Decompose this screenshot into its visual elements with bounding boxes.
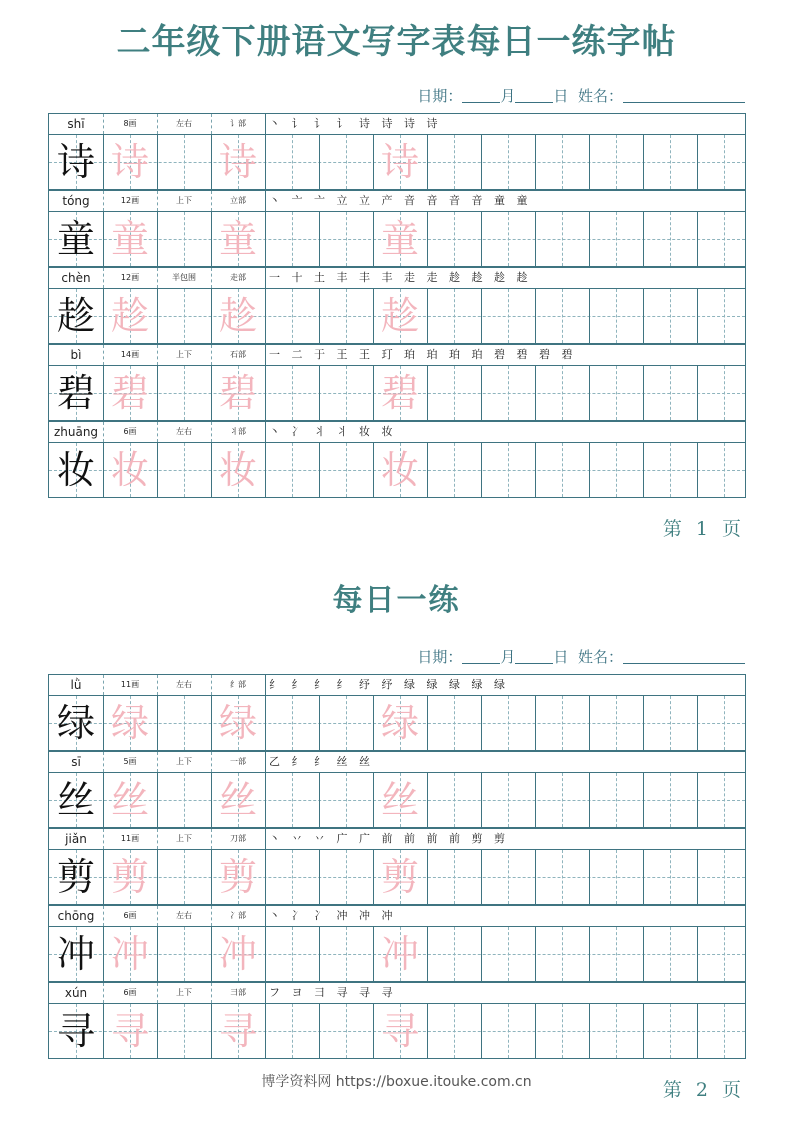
writing-cell[interactable] [427, 773, 481, 827]
writing-cell[interactable] [481, 212, 535, 266]
writing-cell[interactable] [589, 366, 643, 420]
pinyin-label: lǜ [70, 678, 82, 692]
info-separator [157, 829, 158, 849]
info-separator [103, 675, 104, 695]
character-entry [48, 751, 746, 828]
pinyin-label: tóng [62, 194, 90, 208]
trace-character: 碧 [218, 371, 257, 415]
month-blank[interactable] [462, 88, 500, 103]
writing-box-row [48, 212, 746, 267]
writing-cell[interactable] [643, 850, 697, 904]
structure-label: 左右 [176, 680, 192, 689]
writing-cell[interactable] [481, 773, 535, 827]
structure-label: 左右 [176, 911, 192, 920]
writing-cell[interactable] [535, 773, 589, 827]
writing-cell[interactable] [589, 443, 643, 497]
trace-character: 妆 [380, 448, 419, 492]
trace-character: 碧 [110, 371, 149, 415]
stroke-count-label: 6画 [123, 911, 137, 920]
info-separator [211, 422, 212, 442]
trace-character: 绿 [218, 701, 257, 745]
info-separator [211, 906, 212, 926]
writing-box-row [48, 289, 746, 344]
radical-label: 走部 [230, 273, 246, 282]
writing-cell[interactable] [427, 850, 481, 904]
writing-cell[interactable] [319, 366, 373, 420]
writing-box-row [48, 927, 746, 982]
name-label: 姓名： [577, 87, 623, 105]
writing-cell[interactable] [535, 289, 589, 343]
page-1-title: 二年级下册语文写字表每日一练字帖 [116, 22, 677, 62]
writing-cell[interactable] [589, 135, 643, 189]
writing-cell[interactable] [643, 443, 697, 497]
name-blank[interactable] [623, 649, 745, 664]
info-separator [103, 268, 104, 288]
stroke-order-label: 纟 纟 纟 纟 纾 纾 绿 绿 绿 绿 绿 [269, 678, 509, 691]
trace-character: 剪 [110, 855, 149, 899]
pinyin-label: shī [67, 117, 85, 131]
model-character: 童 [56, 217, 95, 261]
model-character: 妆 [56, 448, 95, 492]
info-separator [157, 906, 158, 926]
writing-cell[interactable] [481, 443, 535, 497]
trace-character: 冲 [110, 932, 149, 976]
month-label: 月 [500, 648, 516, 666]
character-info-row [48, 751, 746, 773]
writing-cell[interactable] [535, 135, 589, 189]
writing-cell[interactable] [427, 135, 481, 189]
info-separator [103, 829, 104, 849]
info-separator [157, 675, 158, 695]
character-entry [48, 113, 746, 190]
writing-cell[interactable] [697, 212, 751, 266]
character-info-row [48, 421, 746, 443]
radical-label: 纟部 [230, 680, 246, 689]
writing-cell[interactable] [589, 850, 643, 904]
writing-cell[interactable] [265, 289, 319, 343]
info-separator [157, 345, 158, 365]
writing-cell[interactable] [157, 135, 211, 189]
model-character: 丝 [56, 778, 95, 822]
writing-cell[interactable] [427, 696, 481, 750]
writing-cell[interactable] [319, 1004, 373, 1058]
radical-label: 一部 [230, 757, 246, 766]
stroke-count-label: 14画 [120, 350, 140, 359]
writing-cell[interactable] [427, 212, 481, 266]
stroke-count-label: 6画 [123, 427, 137, 436]
page-2-title: 每日一练 [332, 583, 461, 618]
writing-cell[interactable] [427, 927, 481, 981]
name-label: 姓名： [577, 648, 623, 666]
character-entry [48, 982, 746, 1059]
info-separator [211, 191, 212, 211]
writing-cell[interactable] [427, 366, 481, 420]
pinyin-label: chōng [57, 909, 95, 923]
writing-cell[interactable] [481, 1004, 535, 1058]
info-separator [157, 983, 158, 1003]
practice-sheet-2 [48, 674, 746, 1059]
page-number-1: 第 1 页 [662, 518, 745, 540]
writing-cell[interactable] [157, 443, 211, 497]
writing-cell[interactable] [265, 850, 319, 904]
character-info-row [48, 674, 746, 696]
info-separator [211, 983, 212, 1003]
model-character: 剪 [56, 855, 95, 899]
writing-cell[interactable] [319, 212, 373, 266]
character-entry [48, 674, 746, 751]
trace-character: 妆 [218, 448, 257, 492]
writing-cell[interactable] [643, 696, 697, 750]
trace-character: 丝 [110, 778, 149, 822]
writing-cell[interactable] [157, 1004, 211, 1058]
writing-cell[interactable] [319, 135, 373, 189]
info-separator [265, 345, 266, 365]
radical-label: 讠部 [230, 119, 246, 128]
writing-box-row [48, 773, 746, 828]
month-label: 月 [500, 87, 516, 105]
character-entry [48, 344, 746, 421]
writing-cell[interactable] [697, 289, 751, 343]
structure-label: 上下 [176, 350, 192, 359]
writing-cell[interactable] [157, 366, 211, 420]
trace-character: 剪 [380, 855, 419, 899]
writing-cell[interactable] [589, 1004, 643, 1058]
writing-cell[interactable] [157, 289, 211, 343]
writing-box-row [48, 135, 746, 190]
stroke-order-label: 丶 讠 讠 讠 诗 诗 诗 诗 [269, 117, 442, 130]
trace-character: 妆 [110, 448, 149, 492]
character-info-row [48, 344, 746, 366]
info-separator [103, 752, 104, 772]
character-entry [48, 267, 746, 344]
info-separator [265, 906, 266, 926]
day-blank[interactable] [515, 649, 553, 664]
trace-character: 冲 [218, 932, 257, 976]
structure-label: 上下 [176, 196, 192, 205]
pinyin-label: xún [64, 986, 88, 1000]
practice-sheet-1 [48, 113, 746, 498]
character-info-row [48, 982, 746, 1004]
writing-cell[interactable] [319, 927, 373, 981]
writing-cell[interactable] [265, 212, 319, 266]
trace-character: 诗 [110, 140, 149, 184]
writing-cell[interactable] [265, 1004, 319, 1058]
info-separator [157, 114, 158, 134]
date-name-line-2 [417, 646, 745, 667]
character-entry [48, 905, 746, 982]
stroke-count-label: 6画 [123, 988, 137, 997]
writing-cell[interactable] [535, 1004, 589, 1058]
date-label: 日期： [417, 648, 463, 666]
trace-character: 童 [380, 217, 419, 261]
day-blank[interactable] [515, 88, 553, 103]
info-separator [211, 752, 212, 772]
stroke-count-label: 12画 [120, 273, 140, 282]
structure-label: 半包围 [172, 273, 196, 282]
writing-cell[interactable] [157, 212, 211, 266]
trace-character: 剪 [218, 855, 257, 899]
character-info-row [48, 190, 746, 212]
writing-cell[interactable] [697, 850, 751, 904]
writing-cell[interactable] [697, 135, 751, 189]
writing-cell[interactable] [319, 696, 373, 750]
info-separator [157, 191, 158, 211]
character-info-row [48, 113, 746, 135]
info-separator [265, 268, 266, 288]
writing-cell[interactable] [481, 289, 535, 343]
radical-label: 立部 [230, 196, 246, 205]
writing-cell[interactable] [157, 696, 211, 750]
writing-cell[interactable] [643, 773, 697, 827]
trace-character: 碧 [380, 371, 419, 415]
writing-cell[interactable] [643, 927, 697, 981]
writing-cell[interactable] [589, 212, 643, 266]
radical-label: 刀部 [230, 834, 246, 843]
writing-cell[interactable] [427, 443, 481, 497]
writing-cell[interactable] [697, 443, 751, 497]
info-separator [211, 829, 212, 849]
writing-cell[interactable] [697, 1004, 751, 1058]
pinyin-label: sī [71, 755, 81, 769]
character-info-row [48, 905, 746, 927]
info-separator [103, 422, 104, 442]
trace-character: 丝 [380, 778, 419, 822]
date-label: 日期： [417, 87, 463, 105]
trace-character: 绿 [110, 701, 149, 745]
writing-cell[interactable] [589, 773, 643, 827]
writing-cell[interactable] [535, 212, 589, 266]
writing-cell[interactable] [265, 927, 319, 981]
stroke-order-label: 一 十 土 丰 丰 丰 走 走 趁 趁 趁 趁 [269, 271, 532, 284]
writing-cell[interactable] [589, 696, 643, 750]
writing-cell[interactable] [697, 927, 751, 981]
info-separator [157, 752, 158, 772]
writing-cell[interactable] [265, 366, 319, 420]
info-separator [211, 268, 212, 288]
writing-cell[interactable] [319, 773, 373, 827]
info-separator [265, 191, 266, 211]
trace-character: 趁 [380, 294, 419, 338]
stroke-order-label: フ ヨ 彐 寻 寻 寻 [269, 986, 397, 999]
writing-cell[interactable] [157, 850, 211, 904]
radical-label: 冫部 [230, 911, 246, 920]
writing-cell[interactable] [535, 927, 589, 981]
stroke-order-label: 乙 纟 纟 丝 丝 [269, 755, 374, 768]
writing-cell[interactable] [643, 135, 697, 189]
structure-label: 上下 [176, 988, 192, 997]
info-separator [265, 829, 266, 849]
stroke-order-label: 丶 丷 丷 广 广 前 前 前 前 剪 剪 [269, 832, 509, 845]
character-info-row [48, 267, 746, 289]
stroke-order-label: 一 二 于 王 王 玎 珀 珀 珀 珀 碧 碧 碧 碧 [269, 348, 577, 361]
writing-cell[interactable] [535, 443, 589, 497]
radical-label: 彐部 [230, 988, 246, 997]
info-separator [103, 906, 104, 926]
writing-cell[interactable] [481, 135, 535, 189]
trace-character: 寻 [380, 1009, 419, 1053]
info-separator [211, 114, 212, 134]
model-character: 寻 [56, 1009, 95, 1053]
info-separator [265, 675, 266, 695]
writing-box-row [48, 850, 746, 905]
trace-character: 寻 [218, 1009, 257, 1053]
info-separator [103, 191, 104, 211]
trace-character: 诗 [380, 140, 419, 184]
writing-cell[interactable] [319, 850, 373, 904]
info-separator [265, 422, 266, 442]
radical-label: 石部 [230, 350, 246, 359]
writing-cell[interactable] [589, 289, 643, 343]
info-separator [103, 983, 104, 1003]
model-character: 碧 [56, 371, 95, 415]
writing-cell[interactable] [589, 927, 643, 981]
model-character: 冲 [56, 932, 95, 976]
info-separator [265, 983, 266, 1003]
model-character: 趁 [56, 294, 95, 338]
footer-watermark: 博学资料网 https://boxue.itouke.com.cn [261, 1074, 532, 1090]
pinyin-label: zhuāng [53, 425, 99, 439]
writing-cell[interactable] [481, 850, 535, 904]
writing-cell[interactable] [319, 443, 373, 497]
info-separator [211, 345, 212, 365]
writing-cell[interactable] [319, 289, 373, 343]
info-separator [265, 114, 266, 134]
pinyin-label: chèn [61, 271, 91, 285]
month-blank[interactable] [462, 649, 500, 664]
stroke-order-label: 丶 冫 冫 冲 冲 冲 [269, 909, 397, 922]
writing-box-row [48, 443, 746, 498]
structure-label: 上下 [176, 834, 192, 843]
trace-character: 童 [218, 217, 257, 261]
writing-cell[interactable] [535, 850, 589, 904]
writing-cell[interactable] [265, 696, 319, 750]
model-character: 诗 [56, 140, 95, 184]
stroke-count-label: 11画 [120, 834, 140, 843]
model-character: 绿 [56, 701, 95, 745]
writing-cell[interactable] [697, 696, 751, 750]
writing-cell[interactable] [697, 773, 751, 827]
writing-cell[interactable] [481, 366, 535, 420]
writing-cell[interactable] [427, 289, 481, 343]
name-blank[interactable] [623, 88, 745, 103]
trace-character: 寻 [110, 1009, 149, 1053]
info-separator [157, 268, 158, 288]
trace-character: 丝 [218, 778, 257, 822]
trace-character: 趁 [110, 294, 149, 338]
stroke-order-label: 丶 亠 亠 立 立 产 音 音 音 音 童 童 [269, 194, 532, 207]
writing-cell[interactable] [481, 927, 535, 981]
writing-box-row [48, 696, 746, 751]
writing-box-row [48, 1004, 746, 1059]
trace-character: 趁 [218, 294, 257, 338]
info-separator [103, 114, 104, 134]
character-info-row [48, 828, 746, 850]
trace-character: 绿 [380, 701, 419, 745]
writing-cell[interactable] [265, 443, 319, 497]
trace-character: 冲 [380, 932, 419, 976]
writing-cell[interactable] [535, 696, 589, 750]
info-separator [103, 345, 104, 365]
stroke-count-label: 11画 [120, 680, 140, 689]
character-entry [48, 421, 746, 498]
writing-cell[interactable] [157, 927, 211, 981]
stroke-order-label: 丶 冫 丬 丬 妆 妆 [269, 425, 397, 438]
writing-cell[interactable] [535, 366, 589, 420]
writing-cell[interactable] [265, 773, 319, 827]
writing-cell[interactable] [481, 696, 535, 750]
pinyin-label: jiǎn [65, 832, 87, 846]
writing-cell[interactable] [265, 135, 319, 189]
trace-character: 诗 [218, 140, 257, 184]
stroke-count-label: 8画 [123, 119, 137, 128]
info-separator [265, 752, 266, 772]
structure-label: 上下 [176, 757, 192, 766]
trace-character: 童 [110, 217, 149, 261]
page-number-2: 第 2 页 [662, 1079, 745, 1101]
writing-cell[interactable] [157, 773, 211, 827]
writing-cell[interactable] [697, 366, 751, 420]
info-separator [211, 675, 212, 695]
writing-cell[interactable] [643, 212, 697, 266]
writing-cell[interactable] [427, 1004, 481, 1058]
writing-cell[interactable] [643, 1004, 697, 1058]
character-entry [48, 828, 746, 905]
writing-cell[interactable] [643, 289, 697, 343]
info-separator [157, 422, 158, 442]
structure-label: 左右 [176, 119, 192, 128]
day-label: 日 [553, 87, 569, 105]
pinyin-label: bì [70, 348, 82, 362]
writing-cell[interactable] [643, 366, 697, 420]
writing-box-row [48, 366, 746, 421]
stroke-count-label: 12画 [120, 196, 140, 205]
structure-label: 左右 [176, 427, 192, 436]
date-name-line-1 [417, 85, 745, 106]
day-label: 日 [553, 648, 569, 666]
character-entry [48, 190, 746, 267]
radical-label: 丬部 [230, 427, 246, 436]
stroke-count-label: 5画 [123, 757, 137, 766]
